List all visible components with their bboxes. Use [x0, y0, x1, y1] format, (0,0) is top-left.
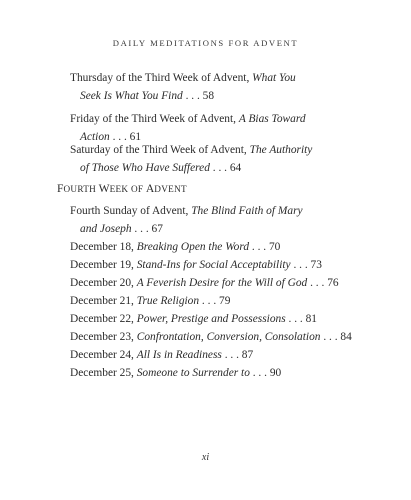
entry-title: What You	[252, 72, 296, 84]
section-heading: FOURTH WEEK OF ADVENT	[57, 182, 187, 195]
toc-entry-dec23: December 23, Confrontation, Conversion, Consolation . . . 84	[70, 331, 352, 343]
entry-title: A Bias Toward	[238, 113, 306, 125]
entry-title: The Blind Faith of Mary	[191, 205, 303, 217]
toc-entry-dec18: December 18, Breaking Open the Word . . . 70	[70, 241, 281, 253]
toc-entry-dec19: December 19, Stand-Ins for Social Acceptability . . . 73	[70, 259, 322, 271]
toc-entry-dec21: December 21, True Religion . . . 79	[70, 295, 231, 307]
entry-page: . . . 61	[109, 131, 142, 143]
entry-page: . . . 58	[182, 90, 215, 102]
entry-prefix: Friday of the Third Week of Advent,	[70, 113, 239, 125]
entry-page: . . . 64	[209, 162, 242, 174]
toc-entry-sunday	[70, 202, 303, 238]
page-number: xi	[201, 452, 210, 463]
toc-entry-thursday	[70, 69, 296, 105]
entry-prefix: Saturday of the Third Week of Advent,	[70, 144, 250, 156]
entry-prefix: Fourth Sunday of Advent,	[70, 205, 192, 217]
running-head: DAILY MEDITATIONS FOR ADVENT	[112, 38, 299, 48]
entry-title-cont: and Joseph	[80, 223, 132, 235]
toc-entry-dec22: December 22, Power, Prestige and Possessions . . . 81	[70, 313, 317, 325]
entry-page: . . . 67	[131, 223, 163, 235]
toc-entry-dec24: December 24, All Is in Readiness . . . 87	[70, 349, 254, 361]
toc-entry-dec25: December 25, Someone to Surrender to . . . 90	[70, 367, 282, 379]
entry-prefix: Thursday of the Third Week of Advent,	[70, 72, 253, 84]
entry-title-cont: of Those Who Have Suffered	[80, 162, 210, 174]
toc-entry-dec20: December 20, A Feverish Desire for the Will of God . . . 76	[70, 277, 339, 289]
entry-title-cont: Seek Is What You Find	[80, 90, 183, 102]
entry-title-cont: Action	[80, 131, 110, 143]
entry-title: The Authority	[249, 144, 313, 156]
toc-entry-saturday	[70, 141, 312, 177]
